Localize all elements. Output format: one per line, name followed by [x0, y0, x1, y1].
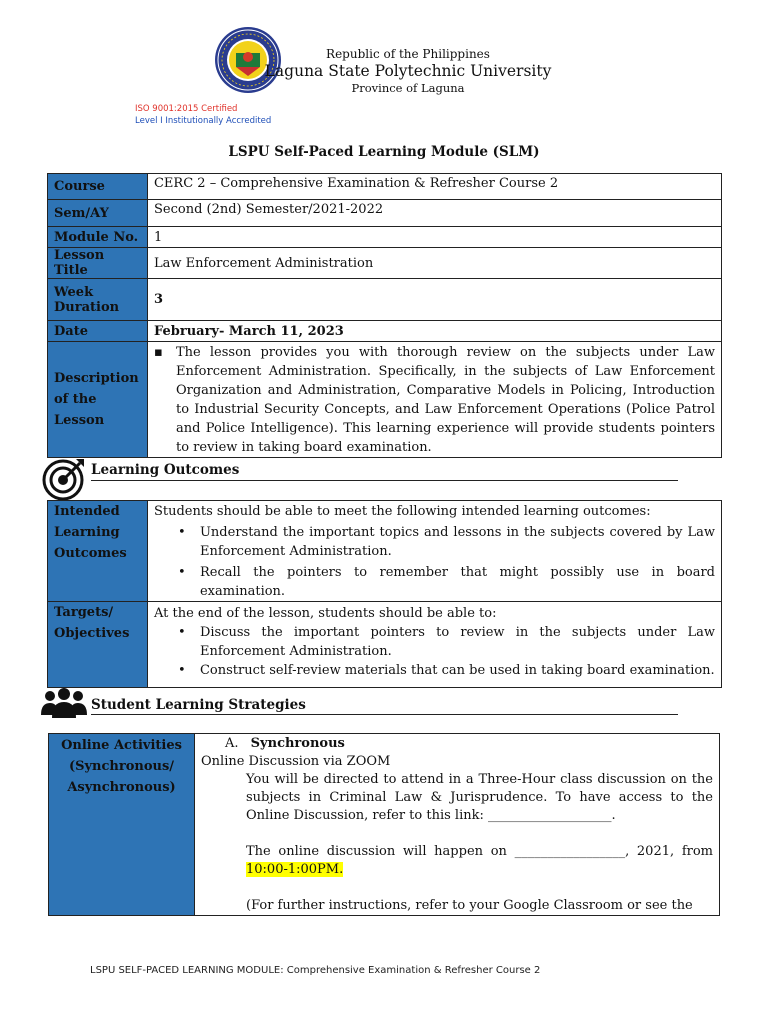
zoom-subhead: Online Discussion via ZOOM	[201, 754, 391, 769]
week-label	[48, 279, 148, 321]
republic-line: Republic of the Philippines	[326, 47, 490, 61]
description-label	[48, 342, 148, 458]
accreditation-line: Level I Institutionally Accredited	[135, 116, 272, 126]
document-title: LSPU Self-Paced Learning Module (SLM)	[228, 144, 540, 160]
date-label: Date	[48, 321, 148, 342]
ilo-value	[147, 501, 721, 602]
module-info-table	[47, 173, 722, 458]
lesson-label: Lesson Title	[48, 248, 148, 279]
outcomes-table	[47, 500, 722, 688]
date-value: February- March 11, 2023	[147, 321, 721, 342]
learning-outcomes-heading: Learning Outcomes	[91, 462, 240, 478]
ilo-label-line3: Outcomes	[54, 546, 127, 561]
description-text: ▪ The lesson provides you with thorough review on the subjects under Law Enforcement Administration. Specifically, in the subjects of Law Enforcement Organization and Administration, Comparative Models in Policing, Introduction to Industrial Security Concepts, and Law Enforcement Operations (Police Patrol and Police Intelligence). This learning experience will provide students pointers to review in taking board examination.	[154, 343, 715, 457]
ilo-item-2: • Recall the pointers to remember that might possibly use in board examination.	[154, 563, 715, 601]
targets-intro: At the end of the lesson, students should be able to:	[153, 606, 497, 621]
targets-label	[48, 602, 148, 688]
online-activities-line3: Asynchronous)	[67, 780, 176, 795]
lesson-value: Law Enforcement Administration	[147, 248, 721, 279]
province-line: Province of Laguna	[351, 81, 465, 95]
module-value: 1	[147, 227, 721, 248]
description-value	[147, 342, 721, 458]
instructions-paragraph: (For further instructions, refer to your Google Classroom or see the	[246, 898, 693, 913]
university-name: Laguna State Polytechnic University	[264, 62, 552, 80]
target-icon	[42, 455, 88, 501]
strategies-heading: Student Learning Strategies	[91, 697, 306, 713]
online-activities-line2: (Synchronous/	[68, 759, 175, 774]
target-item-1: • Discuss the important pointers to review in the subjects under Law Enforcement Administration.	[154, 623, 715, 661]
ilo-item-1: • Understand the important topics and lessons in the subjects covered by Law Enforcement Administration.	[154, 523, 715, 561]
online-activities-line1: Online Activities	[61, 738, 182, 753]
week-label-line1: Week	[54, 284, 94, 300]
course-value: CERC 2 – Comprehensive Examination & Refresher Course 2	[147, 174, 721, 200]
learning-outcomes-rule	[91, 480, 678, 481]
description-label-line3: Lesson	[54, 413, 105, 428]
ilo-label	[48, 501, 148, 602]
sem-label: Sem/AY	[48, 200, 148, 227]
page-footer: LSPU SELF-PACED LEARNING MODULE: Comprehensive Examination & Refresher Course 2	[90, 965, 541, 976]
course-label: Course	[48, 174, 148, 200]
targets-label-line1: Targets/	[54, 605, 114, 620]
week-value: 3	[147, 279, 721, 321]
strategies-rule	[91, 714, 678, 715]
schedule-paragraph	[201, 843, 713, 879]
synchronous-item	[201, 735, 713, 753]
schedule-time: 10:00-1:00PM.	[246, 862, 344, 877]
targets-label-line2: Objectives	[54, 626, 130, 641]
online-activities-content	[195, 734, 720, 916]
week-label-line2: Duration	[54, 299, 120, 315]
schedule-text: The online discussion will happen on _________________, 2021, from	[246, 844, 713, 859]
ilo-label-line1: Intended	[54, 504, 120, 519]
ilo-intro: Students should be able to meet the following intended learning outcomes:	[153, 504, 651, 519]
zoom-paragraph: You will be directed to attend in a Three-Hour class discussion on the subjects in Criminal Law & Jurisprudence. To have access to the Online Discussion, refer to this link: ___________________.	[246, 772, 713, 823]
online-activities-label	[49, 734, 195, 916]
iso-certification: ISO 9001:2015 Certified	[135, 104, 238, 114]
target-item-2: • Construct self-review materials that can be used in taking board examination.	[154, 661, 715, 680]
description-label-line2: of the	[54, 392, 97, 407]
description-label-line1: Description	[54, 371, 139, 386]
targets-value	[147, 602, 721, 688]
synchronous-letter: A.	[225, 736, 239, 751]
group-icon	[39, 687, 89, 719]
strategies-table	[48, 733, 720, 916]
sem-value: Second (2nd) Semester/2021-2022	[147, 200, 721, 227]
synchronous-title: Synchronous	[250, 736, 345, 751]
ilo-label-line2: Learning	[54, 525, 120, 540]
module-label: Module No.	[48, 227, 148, 248]
